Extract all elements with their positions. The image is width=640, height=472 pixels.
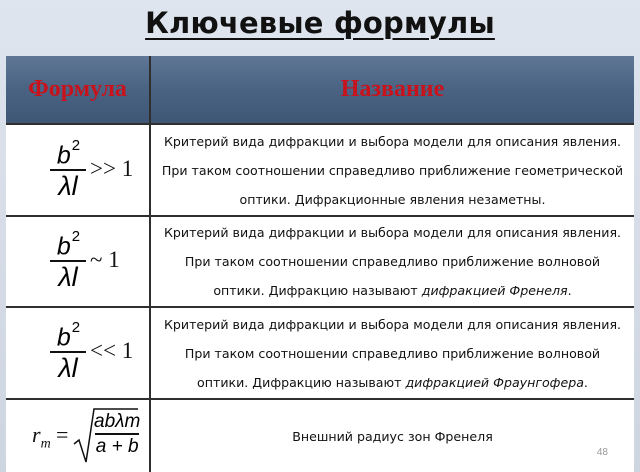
- table-row: [6, 125, 634, 215]
- description-cell: [151, 400, 634, 472]
- formula-numerator: b: [56, 323, 71, 352]
- formula-power: 2: [71, 137, 81, 154]
- description-line: Внешний радиус зон Френеля: [292, 428, 493, 444]
- formula-relation: ~ 1: [90, 247, 120, 272]
- column-divider: [149, 56, 151, 472]
- formula-power: 2: [71, 319, 81, 336]
- description-line: Критерий вида дифракции и выбора модели для описания явления.: [163, 316, 622, 332]
- diffraction-type: дифракцией Френеля: [421, 283, 568, 298]
- formula-denominator: λl: [58, 352, 78, 383]
- formula-power: 2: [71, 228, 81, 245]
- table-row: [6, 308, 634, 398]
- formula-denominator: λl: [58, 261, 78, 292]
- page-number: 48: [596, 447, 608, 458]
- formula-denominator: a + b: [95, 435, 139, 457]
- formula-fraction: [50, 227, 86, 292]
- formula-cell: [6, 308, 149, 398]
- formula-cell: [6, 400, 149, 472]
- formula-numerator: abλm: [94, 411, 141, 432]
- description-line: Критерий вида дифракции и выбора модели для описания явления.: [163, 225, 622, 240]
- description-line: При таком соотношении справедливо приближение геометрической: [161, 162, 624, 178]
- formula-denominator: λl: [58, 170, 78, 201]
- description-line: оптики. Дифракцию называют дифракцией Френеля.: [213, 283, 572, 298]
- description-line: При таком соотношении справедливо приближение волновой: [184, 345, 601, 361]
- formula-relation: << 1: [90, 338, 134, 363]
- formula-numerator: b: [56, 232, 71, 261]
- formula-lhs: $r_m$: [32, 422, 51, 452]
- table-header: [6, 56, 634, 123]
- formula-relation: >> 1: [90, 156, 134, 181]
- description-cell: [151, 125, 634, 215]
- table-row: [6, 217, 634, 306]
- formula-cell: [6, 217, 149, 306]
- description-cell: [151, 217, 634, 306]
- header-formula: Формула: [28, 76, 127, 102]
- description-cell: [151, 308, 634, 398]
- description-line: оптики. Дифракционные явления незаметны.: [239, 191, 546, 207]
- formula-cell: [6, 125, 149, 215]
- header-name: Название: [340, 76, 445, 102]
- diffraction-type: дифракцией Фраунгофера: [405, 374, 584, 390]
- formula-equals: =: [56, 422, 69, 447]
- slide-title: Ключевые формулы: [145, 6, 495, 40]
- table-row: [6, 400, 634, 472]
- formula-fraction: [50, 318, 86, 383]
- description-line: Критерий вида дифракции и выбора модели для описания явления.: [163, 133, 622, 149]
- formula-fraction: [50, 136, 86, 201]
- formula-fraction: [94, 411, 140, 459]
- description-line: оптики. Дифракцию называют дифракцией Фраунгофера.: [197, 374, 588, 390]
- formula-numerator: b: [56, 141, 71, 170]
- description-line: При таком соотношении справедливо приближение волновой: [184, 254, 601, 269]
- formula-table: [6, 56, 634, 472]
